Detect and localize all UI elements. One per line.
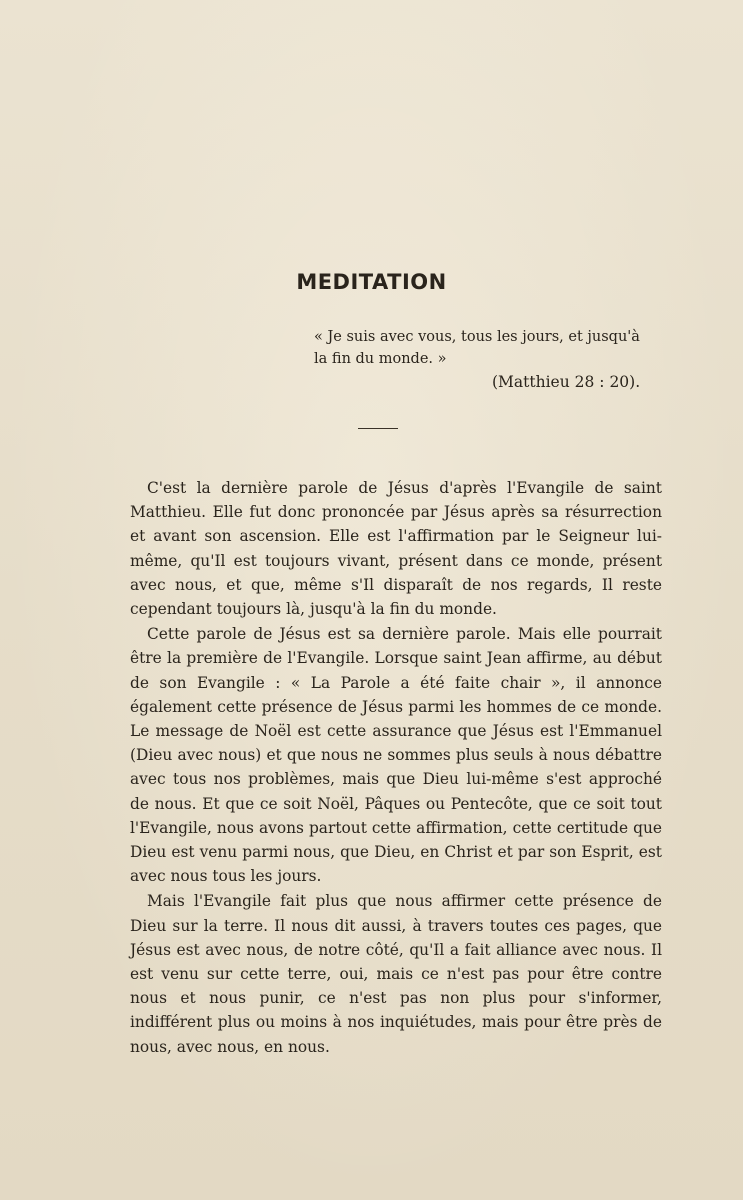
epigraph (314, 326, 664, 370)
page-title: MEDITATION (296, 270, 447, 294)
epigraph-line-1: « Je suis avec vous, tous les jours, et jusqu'à (314, 329, 640, 345)
epigraph-line-2: la fin du monde. » (314, 351, 447, 367)
paragraph-3: Mais l'Evangile fait plus que nous affirmer cette présence de Dieu sur la terre. Il nous dit aussi, à travers toutes ces pages, que Jésus est avec nous, de notre côté, qu'Il a fait alliance avec nous. Il est venu sur cette terre, oui, mais ce n'est pas pour être contre nous et nous punir, ce n'est pas non plus pour s'informer, indifférent plus ou moins à nos inquiétudes, mais pour être près de nous, avec nous, en nous. (130, 892, 662, 1056)
epigraph-citation: (Matthieu 28 : 20). (492, 373, 641, 391)
paragraph-2: Cette parole de Jésus est sa dernière parole. Mais elle pourrait être la première de l'Evangile. Lorsque saint Jean affirme, au début de son Evangile : « La Parole a été faite chair », il annonce également cette présence de Jésus parmi les hommes de ce monde. Le message de Noël est cette assurance que Jésus est l'Emmanuel (Dieu avec nous) et que nous ne sommes plus seuls à nous débattre avec tous nos problèmes, mais que Dieu lui-même s'est approché de nous. Et que ce soit Noël, Pâques ou Pentecôte, que ce soit tout l'Evangile, nous avons partout cette affirmation, cette certitude que Dieu est venu parmi nous, que Dieu, en Christ et par son Esprit, est avec nous tous les jours. (130, 625, 662, 886)
body-text (130, 476, 662, 1059)
section-divider (358, 428, 398, 429)
paragraph-1: C'est la dernière parole de Jésus d'après l'Evangile de saint Matthieu. Elle fut donc prononcée par Jésus après sa résurrection et avant son ascension. Elle est l'affirmation par le Seigneur lui-même, qu'Il est toujours vivant, présent dans ce monde, présent avec nous, et que, même s'Il disparaît de nos regards, Il reste cependant toujours là, jusqu'à la fin du monde. (130, 479, 662, 619)
